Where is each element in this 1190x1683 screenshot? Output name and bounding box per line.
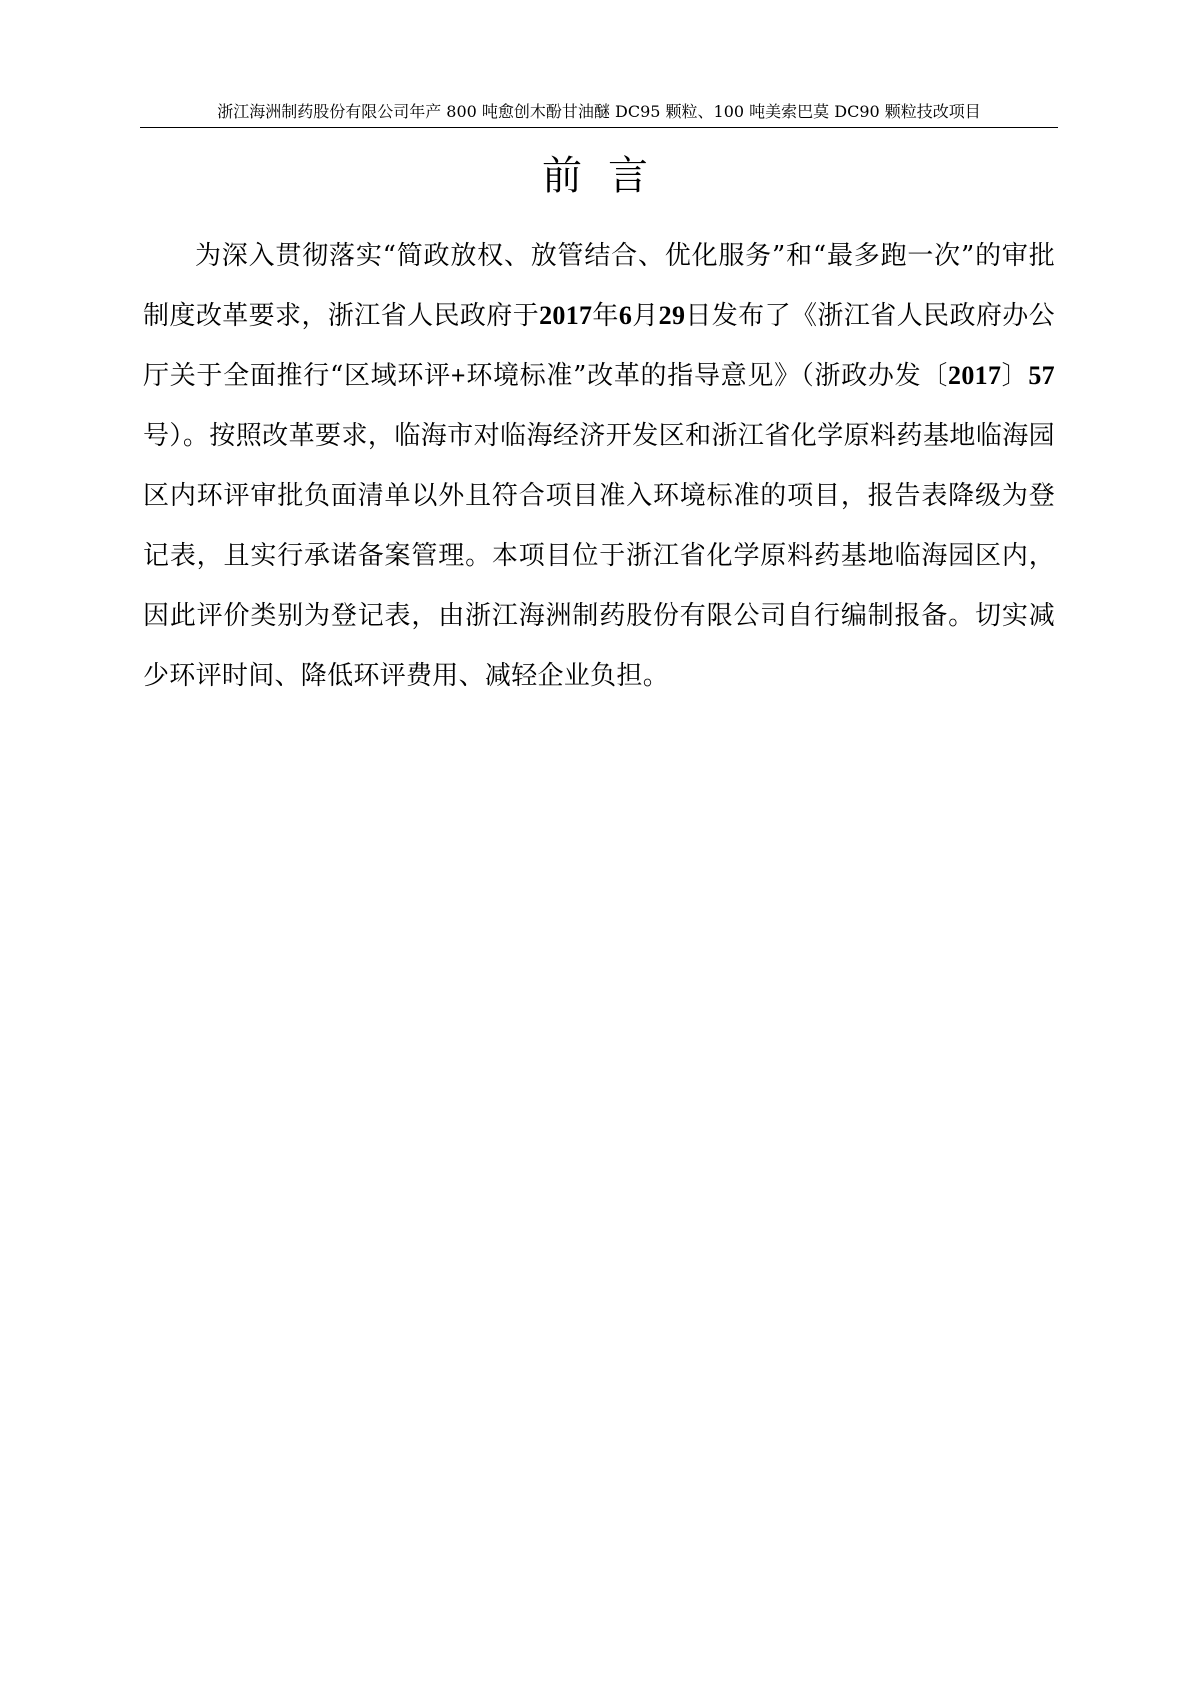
page-title: 前言 xyxy=(542,153,674,199)
text-segment: 日发布了《浙江省人民政府办公厅关于全面推行“区域环评 xyxy=(143,301,1055,391)
text-segment: 号）。按照改革要求，临海市对临海经济开发区和浙江省化学原料药基地临海园区内环评审批负面清单以外且符合项目准入环境标准的项目，报告表降级为登记表，且实行承诺备案管理。本项目位于浙江省化学原料药基地临海园区内，因此评价类别为登记表，由浙江海洲制药股份有限公司自行编制报备。切实减少环评时间、降低环评费用、减轻企业负担。 xyxy=(143,421,1055,691)
text-segment: 〕 xyxy=(1001,361,1029,391)
document-year: 2017 xyxy=(948,361,1002,390)
text-segment: 环境标准”改革的指导意见》（浙政办发〔 xyxy=(465,361,949,391)
text-segment: 为深入贯彻落实“简政放权、放管结合、优化服务”和“最多跑一次”的审批制度改革要求，浙江省人民政府于 xyxy=(143,241,1055,331)
date-month: 6 xyxy=(618,301,633,330)
text-segment: 月 xyxy=(632,301,659,331)
date-day: 29 xyxy=(658,301,686,330)
document-number: 57 xyxy=(1028,361,1055,390)
running-header: 浙江海洲制药股份有限公司年产 800 吨愈创木酚甘油醚 DC95 颗粒、100 吨美索巴莫 DC90 颗粒技改项目 xyxy=(217,102,981,121)
text-segment: 年 xyxy=(592,301,619,331)
preface-paragraph xyxy=(143,226,1055,706)
date-year: 2017 xyxy=(539,301,593,330)
plus-sign: + xyxy=(450,361,466,390)
header-rule xyxy=(140,127,1058,128)
